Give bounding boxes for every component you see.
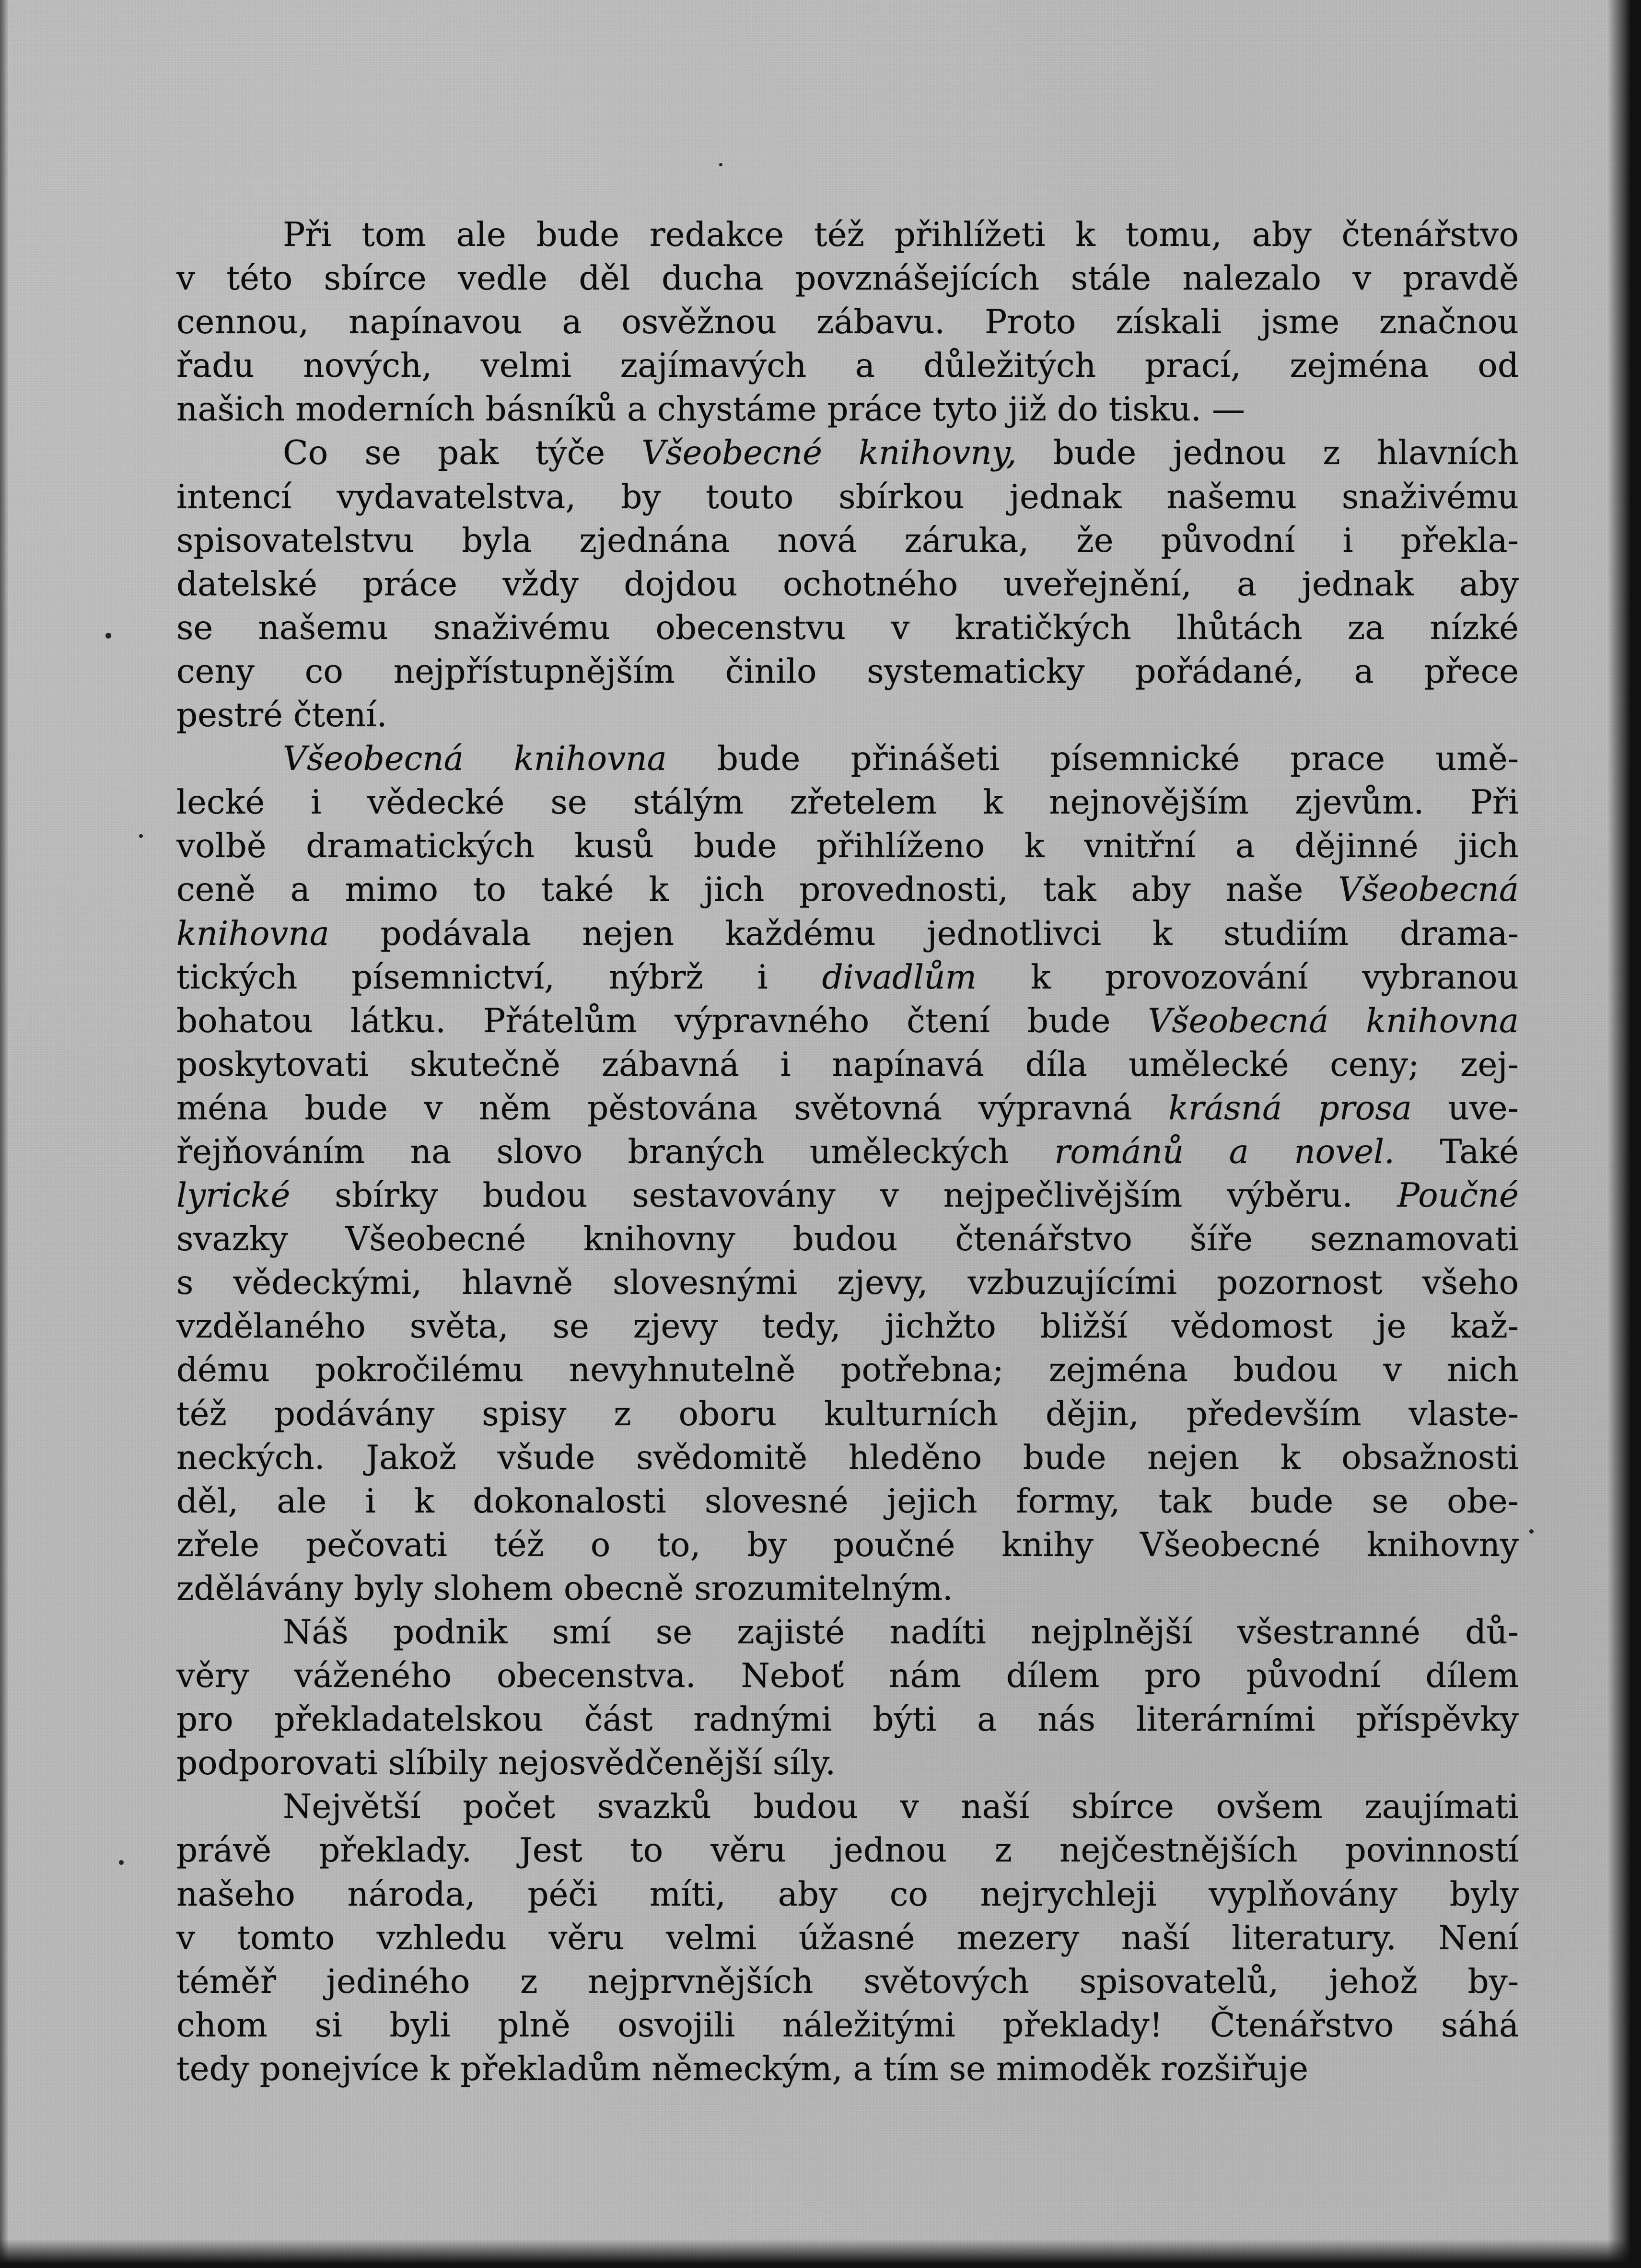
text-segment: řadu nových, velmi zajímavých a důležitých prací, zejména od [176,347,1519,385]
page-right-edge-shadow [1607,0,1641,2268]
text-segment: Také [1395,1132,1519,1171]
text-line [176,606,1519,650]
text-line [176,257,1519,301]
text-line [176,388,1519,431]
text-segment: podporovati slíbily nejosvědčenější síly. [176,1744,836,1783]
text-segment: téměř jediného z nejprvnějších světových spisovatelů, jehož by- [176,1962,1519,2001]
dust-speck [719,163,722,166]
text-segment: zřele pečovati též o to, by poučné knihy Všeobecné knihovny [176,1525,1519,1564]
text-line [176,1436,1519,1480]
text-line [176,1742,1519,1785]
dust-speck [1529,1529,1534,1534]
text-line [176,781,1519,825]
text-segment: dému pokročilému nevyhnutelně potřebna; zejména budou v nich [176,1351,1519,1390]
text-segment: též podávány spisy z oboru kulturních dějin, především vlaste- [176,1395,1519,1433]
text-line [176,912,1519,956]
text-line [176,737,1519,781]
text-line [176,650,1519,694]
text-line [176,825,1519,868]
text-segment: se našemu snaživému obecenstvu v kratičkých lhůtách za nízké [176,608,1519,647]
text-segment: řejňováním na slovo braných uměleckých [176,1132,1055,1171]
text-line [176,1174,1519,1218]
text-line [176,694,1519,737]
text-segment: zdělávány byly slohem obecně srozumitelným. [176,1569,953,1608]
text-line [176,956,1519,1000]
paragraph [176,1785,1519,2091]
text-segment: sbírky budou sestavovány v nejpečlivějším výběru. [290,1176,1397,1215]
text-segment: volbě dramatických kusů bude přihlíženo k vnitřní a dějinné jich [176,827,1519,866]
text-line [176,431,1519,475]
text-line [176,1305,1519,1349]
text-segment: věry váženého obecenstva. Neboť nám dílem pro původní dílem [176,1657,1519,1696]
text-line [176,1611,1519,1654]
italic-text: Všeobecné knihovny, [641,434,1017,473]
text-segment: pro překladatelskou část radnými býti a nás literárními příspěvky [176,1700,1519,1739]
text-segment: v této sbírce vedle děl ducha povznášejících stále nalezalo v pravdě [176,259,1519,298]
text-line [176,1349,1519,1392]
paragraph [176,431,1519,737]
paragraph [176,213,1519,431]
text-segment: datelské práce vždy dojdou ochotného uveřejnění, a jednak aby [176,565,1519,604]
text-line [176,563,1519,606]
text-line [176,1480,1519,1524]
text-line [176,1218,1519,1261]
text-line [176,1567,1519,1611]
text-line [176,1785,1519,1829]
body-text [176,213,1519,2091]
italic-text: Všeobecná knihovna [283,740,667,779]
text-segment: v tomto vzhledu věru velmi úžasné mezery naší literatury. Není [176,1919,1519,1957]
italic-text: divadlům [822,958,977,997]
text-segment: podávala nejen každému jednotlivci k studiím drama- [329,914,1519,953]
text-line [176,476,1519,519]
italic-text: Poučné [1397,1176,1519,1215]
text-segment: cennou, napínavou a osvěžnou zábavu. Proto získali jsme značnou [176,303,1519,342]
text-segment: pestré čtení. [176,696,387,735]
text-segment: Největší počet svazků budou v naší sbírce ovšem zaujímati [283,1788,1519,1826]
text-segment: ceně a mimo to také k jich provednosti, tak aby naše [176,871,1338,909]
text-segment: uve- [1411,1089,1519,1128]
text-segment: chom si byli plně osvojili náležitými překlady! Čtenářstvo sáhá [176,2006,1519,2045]
text-line [176,1261,1519,1305]
text-line [176,1829,1519,1873]
text-segment: svazky Všeobecné knihovny budou čtenářstvo šíře seznamovati [176,1220,1519,1259]
text-segment: ceny co nejpřístupnějším činilo systematicky pořádané, a přece [176,652,1519,691]
text-line [176,1130,1519,1174]
text-line [176,213,1519,257]
text-line [176,1654,1519,1698]
text-line [176,344,1519,388]
text-segment: s vědeckými, hlavně slovesnými zjevy, vzbuzujícími pozornost všeho [176,1264,1519,1303]
italic-text: románů a novel. [1054,1132,1395,1171]
italic-text: Všeobecná [1338,871,1519,909]
text-segment: lecké i vědecké se stálým zřetelem k nejnovějším zjevům. Při [176,783,1519,822]
text-segment: bohatou látku. Přátelům výpravného čtení bude [176,1001,1148,1040]
page-left-edge-shadow [0,0,9,2268]
text-segment: Co se pak týče [283,434,642,473]
text-segment: intencí vydavatelstva, by touto sbírkou jednak našemu snaživému [176,477,1519,516]
text-segment: Náš podnik smí se zajisté nadíti nejplnější všestranné dů- [283,1613,1519,1652]
paragraph [176,737,1519,1611]
page-bottom-edge-shadow [0,2239,1641,2268]
text-segment: právě překlady. Jest to věru jednou z nejčestnějších povinností [176,1831,1519,1870]
text-segment: vzdělaného světa, se zjevy tedy, jichžto bližší vědomost je kaž- [176,1307,1519,1346]
text-line [176,1698,1519,1742]
dust-speck [105,633,111,639]
text-line [176,1043,1519,1087]
text-line [176,1873,1519,1917]
text-segment: Při tom ale bude redakce též přihlížeti k tomu, aby čtenářstvo [283,216,1519,254]
text-line [176,1393,1519,1436]
text-segment: bude přinášeti písemnické prace umě- [666,740,1519,779]
text-segment: děl, ale i k dokonalosti slovesné jejich formy, tak bude se obe- [176,1482,1519,1521]
text-segment: spisovatelstvu byla zjednána nová záruka, že původní i překla- [176,521,1519,560]
text-line [176,2004,1519,2047]
text-line [176,519,1519,563]
text-line [176,868,1519,912]
text-segment: ména bude v něm pěstována světovná výpravná [176,1089,1169,1128]
text-segment: bude jednou z hlavních [1016,434,1519,473]
text-line [176,301,1519,344]
text-segment: poskytovati skutečně zábavná i napínavá díla umělecké ceny; zej- [176,1045,1519,1084]
text-line [176,1524,1519,1567]
italic-text: Všeobecná knihovna [1148,1001,1519,1040]
italic-text: krásná prosa [1168,1089,1412,1128]
italic-text: lyrické [176,1176,291,1215]
paragraph [176,1611,1519,1785]
text-segment: našich moderních básníků a chystáme práce tyto již do tisku. — [176,390,1245,429]
text-line [176,2047,1519,2091]
dust-speck [139,834,143,838]
text-line [176,1000,1519,1043]
text-segment: tedy ponejvíce k překladům německým, a tím se mimoděk rozšiřuje [176,2049,1309,2088]
italic-text: knihovna [176,914,329,953]
dust-speck [119,1860,124,1865]
text-segment: neckých. Jakož všude svědomitě hleděno bude nejen k obsažnosti [176,1438,1519,1477]
text-segment: tických písemnictví, nýbrž i [176,958,822,997]
text-segment: našeho národa, péči míti, aby co nejrychleji vyplňovány byly [176,1875,1519,1914]
text-line [176,1087,1519,1130]
text-segment: k provozování vybranou [977,958,1519,997]
text-line [176,1960,1519,2004]
text-line [176,1917,1519,1960]
